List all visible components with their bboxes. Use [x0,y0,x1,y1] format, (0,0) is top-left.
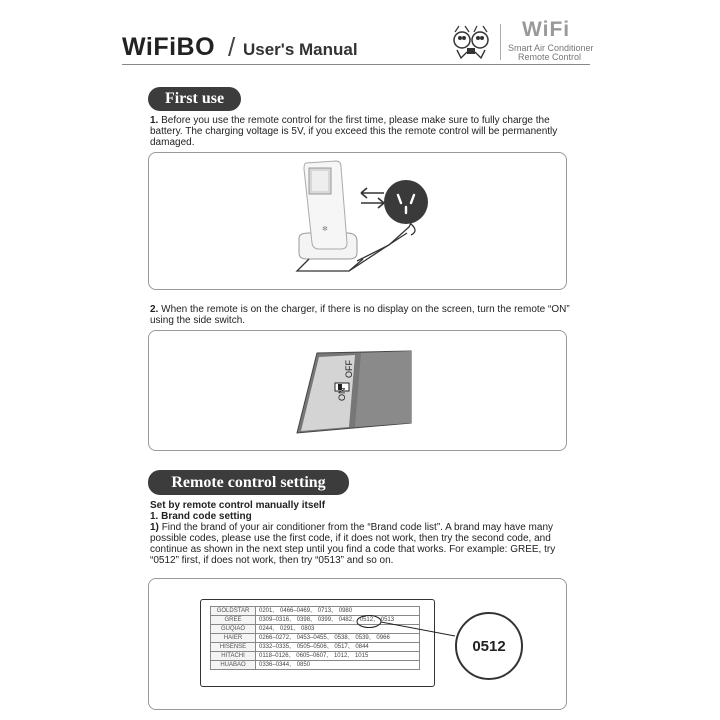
svg-text:✻: ✻ [322,225,328,233]
charging-illustration [149,153,566,289]
section-title-remote-setting: Remote control setting [148,470,349,495]
codes-cell: 0309–0316、 0398、 0399、 0482、 0512、 0513 [256,616,420,625]
title-separator: / [228,32,236,62]
switch-on-label: ON [337,387,347,401]
mascot-logo-icon [447,22,495,62]
codes-cell: 0266–0272、 0453–0455、 0538、 0539、 0966 [256,634,420,643]
step-2-paragraph [150,304,570,326]
step-2-number: 2. [150,304,159,315]
product-line-2: Remote Control [518,52,582,62]
brand-name-cell: HAIER [211,634,256,643]
codes-cell: 0244、 0291、 0803 [256,625,420,634]
brand-code-text: Find the brand of your air conditioner from the “Brand code list”. A brand may have many possible codes, please use the first code, if it does not work, then try the second code, and continue as shown in the next step until you find a code that works. For example: GREE, try “0512” first, if does not work, then try “0513” and so on. [150,522,556,566]
step-number: 1) [150,522,159,533]
table-row [211,661,420,670]
charging-illustration-box [148,152,567,290]
table-row [211,652,420,661]
step-2-text: When the remote is on the charger, if there is no display on the screen, turn the remote “ON” using the side switch. [150,304,570,326]
step-1-number: 1. [150,115,159,126]
codes-cell: 0118–0126、 0605–0607、 1012、 1015 [256,652,420,661]
brand-name-cell: GOLDSTAR [211,607,256,616]
code-highlight-callout [355,612,460,652]
section-title-first-use: First use [148,87,241,111]
step-1-paragraph [150,115,570,148]
brand-code-instructions [150,500,575,566]
side-switch-illustration [149,331,566,450]
brand-code-heading: 1. Brand code setting [150,511,252,522]
brand-name-cell: HITACHI [211,652,256,661]
codes-cell: 0332–0335、 0505–0506、 0517、 0844 [256,643,420,652]
brand-name-cell: HISENSE [211,643,256,652]
step-1-text: Before you use the remote control for the first time, please make sure to fully charge the battery. The charging voltage is 5V, if you exceed this the remote control will be permanently damaged. [150,115,558,148]
manual-setting-heading: Set by remote control manually itself [150,500,326,511]
codes-cell: 0336–0344、 0850 [256,661,420,670]
header-rule [122,64,590,65]
wifi-logo-text: WiFi [522,18,571,41]
logo-divider [500,24,501,60]
brand-title: WiFiBO [122,33,216,61]
manual-subtitle: User's Manual [243,40,358,59]
brand-name-cell: GREE [211,616,256,625]
selected-code-circle: 0512 [455,612,523,680]
product-line-1: Smart Air Conditioner [508,43,594,53]
brand-name-cell: HUABAO [211,661,256,670]
switch-off-label: OFF [344,360,354,378]
brand-name-cell: GUQIAO [211,625,256,634]
switch-illustration-box [148,330,567,451]
codes-cell: 0201、 0466–0469、 0713、 0980 [256,607,420,616]
